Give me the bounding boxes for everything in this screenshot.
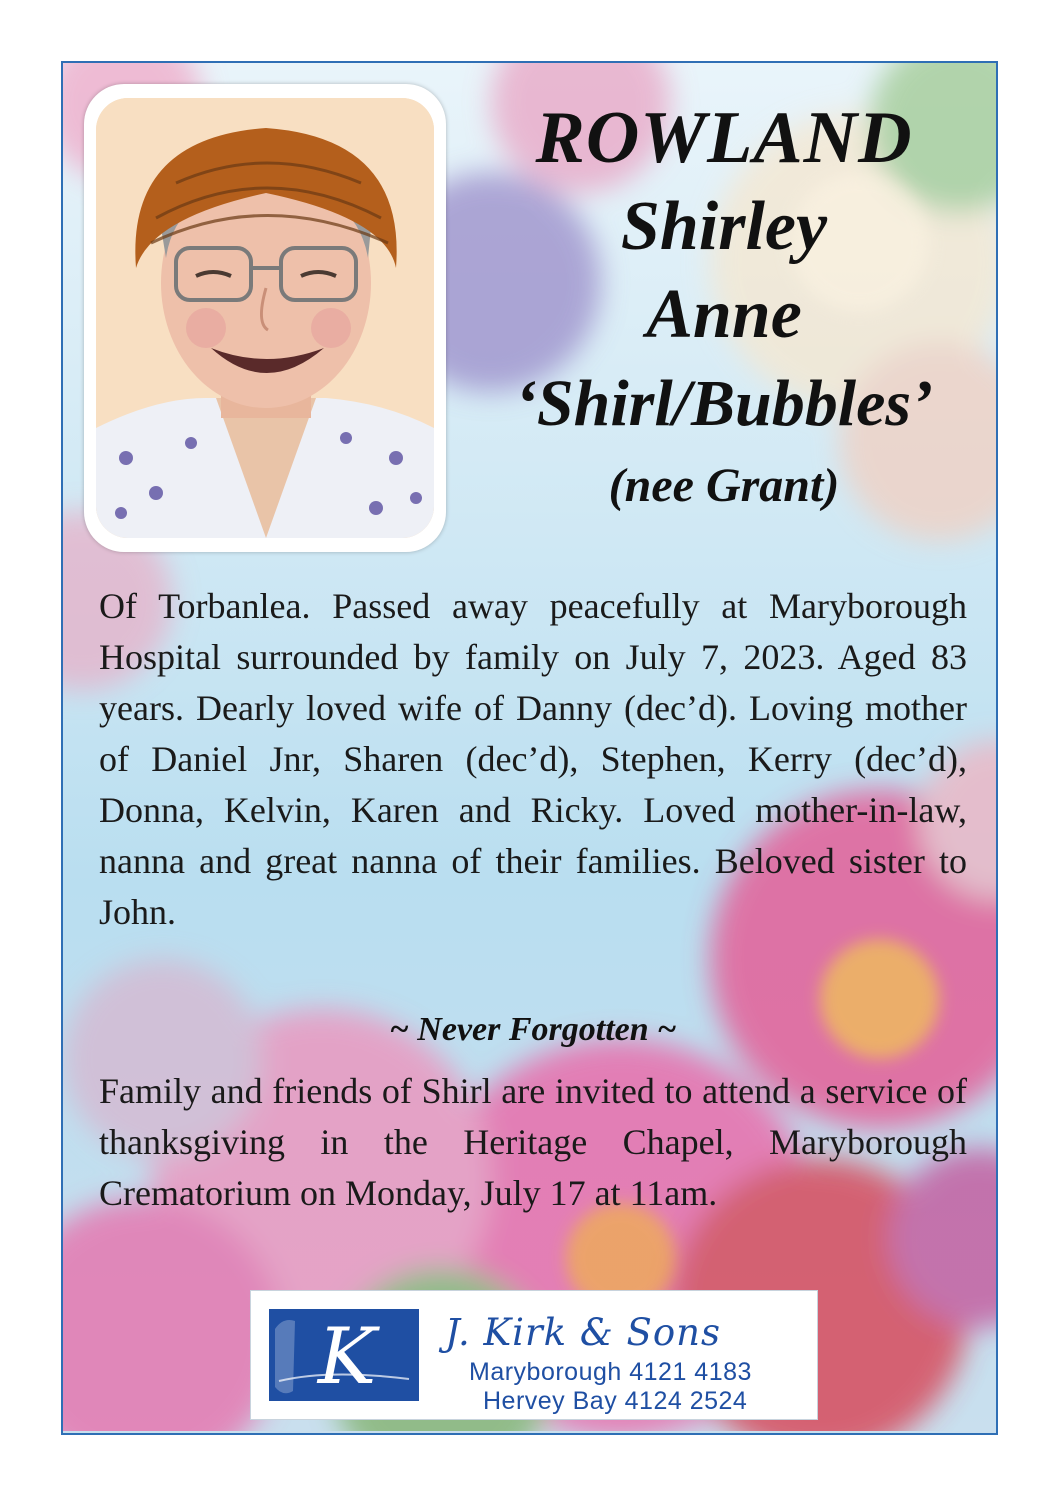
svg-text:K: K: [317, 1312, 377, 1401]
motto: ~ Never Forgotten ~: [389, 1011, 677, 1048]
nickname: ‘Shirl/Bubbles’: [514, 367, 934, 440]
first-name: Shirley: [620, 188, 828, 265]
name-heading: [463, 93, 985, 521]
portrait-photo: [96, 98, 434, 538]
obituary-notice: [61, 61, 998, 1435]
surname: ROWLAND: [535, 97, 913, 179]
kirk-monogram-icon: [269, 1309, 419, 1401]
maryborough-phone: Maryborough 4121 4183: [469, 1358, 752, 1386]
funeral-director-name: J. Kirk & Sons: [445, 1311, 721, 1354]
funeral-director-logo: [250, 1290, 818, 1420]
hervey-bay-phone: Hervey Bay 4124 2524: [483, 1387, 748, 1415]
maiden-name: (nee Grant): [608, 459, 840, 512]
service-details-paragraph: Family and friends of Shirl are invited to attend a service of thanksgiving in the Heritage Chapel, Maryborough Crematorium on Monday, July 17 at 11am.: [99, 1071, 967, 1213]
death-notice-paragraph: Of Torbanlea. Passed away peacefully at Maryborough Hospital surrounded by family on July 7, 2023. Aged 83 years. Dearly loved wife of Danny (dec’d). Loving mother of Daniel Jnr, Sharen (dec’d), Stephen, Kerry (dec’d), Donna, Kelvin, Karen and Ricky. Loved mother-in-law, nanna and great nanna of their families. Beloved sister to John.: [99, 586, 967, 932]
middle-name: Anne: [646, 276, 802, 353]
portrait-frame: [84, 84, 446, 552]
